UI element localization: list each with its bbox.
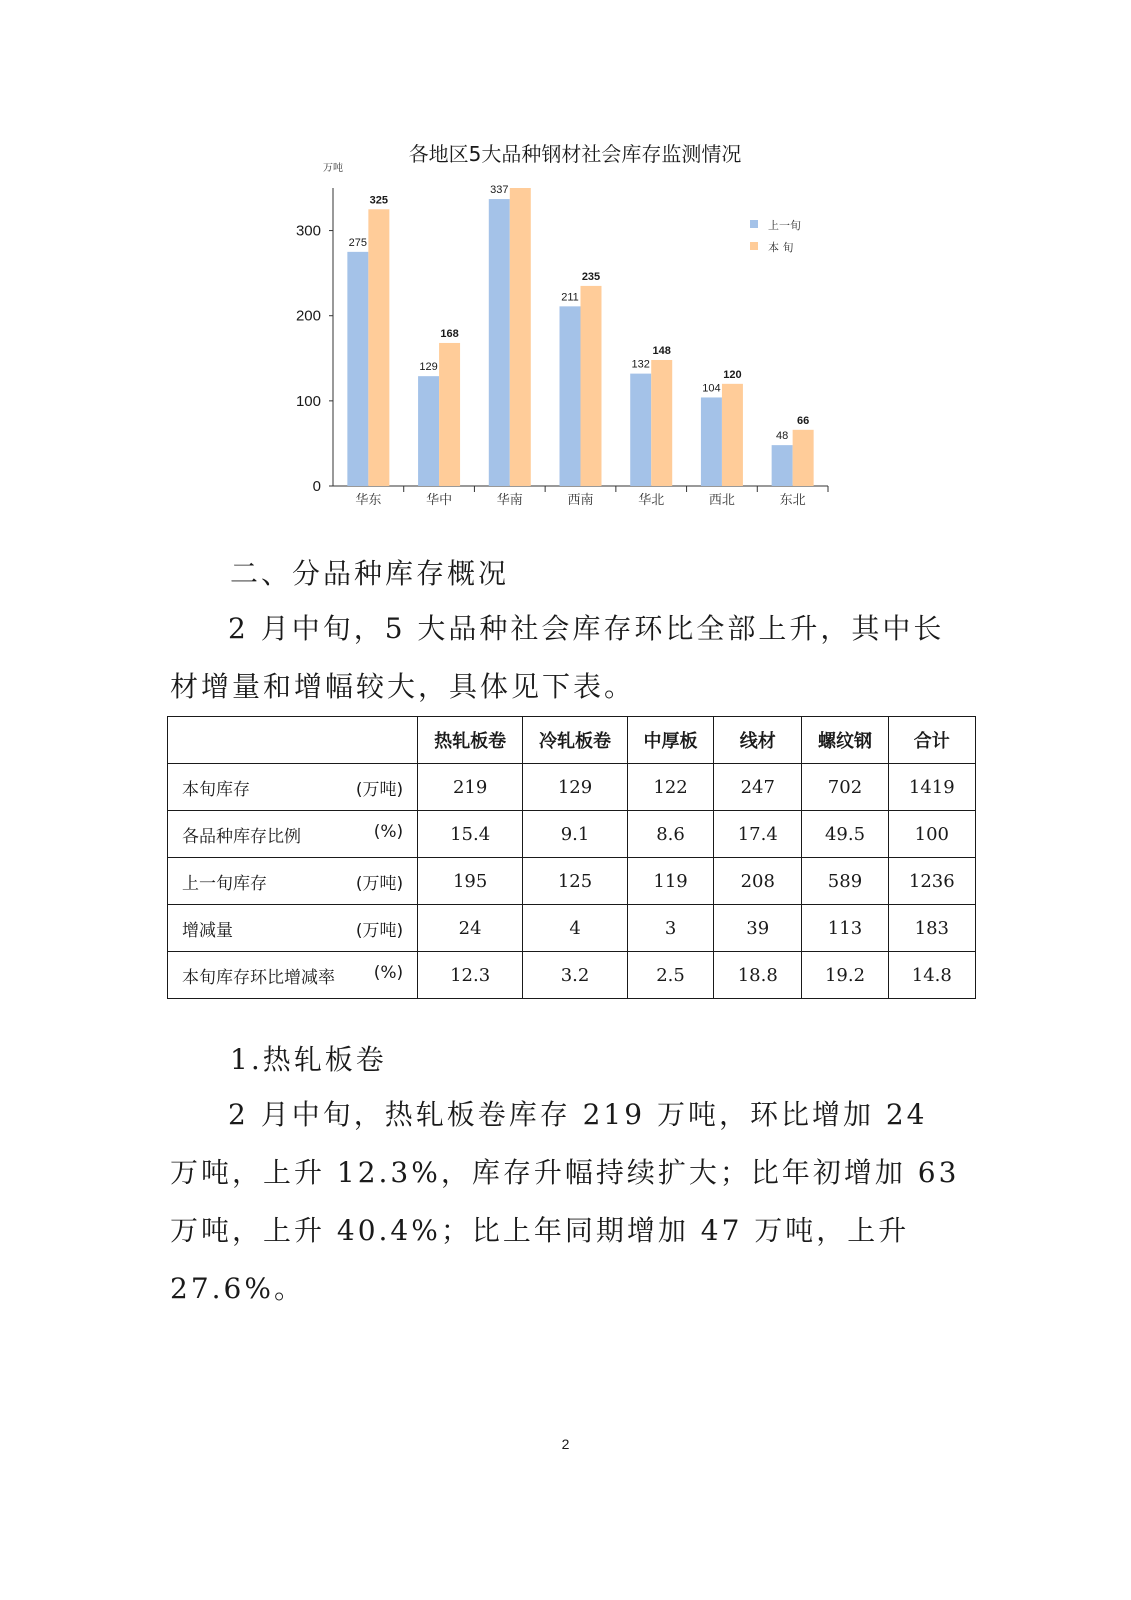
table-cell: 1419 — [888, 764, 975, 811]
bar-current-period — [651, 360, 672, 486]
table-cell: 702 — [802, 764, 888, 811]
row-label: 本旬库存 — [182, 779, 250, 800]
table-cell: 100 — [888, 811, 975, 858]
legend-swatch — [750, 220, 758, 228]
table-cell: 19.2 — [802, 952, 888, 999]
table-corner-cell — [168, 717, 418, 764]
row-unit: (万吨) — [355, 873, 404, 894]
data-label-previous: 275 — [348, 236, 368, 249]
bar-current-period — [439, 343, 460, 486]
x-category-label: 华南 — [496, 493, 523, 508]
table-column-header: 螺纹钢 — [802, 717, 888, 764]
subsection-heading: 1.热轧板卷 — [230, 1043, 387, 1076]
table-cell: 247 — [714, 764, 802, 811]
page-number: 2 — [561, 1436, 570, 1452]
row-unit: (万吨) — [355, 779, 404, 800]
bar-current-period — [368, 209, 389, 486]
table-cell: 3 — [627, 905, 713, 952]
data-label-previous: 129 — [419, 361, 438, 374]
table-cell: 18.8 — [714, 952, 802, 999]
bar-current-period — [722, 384, 743, 486]
bar-previous-period — [418, 376, 439, 486]
table-row — [168, 764, 976, 811]
table-column-header: 线材 — [714, 717, 802, 764]
data-label-previous: 48 — [776, 430, 789, 443]
row-unit: (%) — [373, 821, 404, 842]
table-cell: 39 — [714, 905, 802, 952]
table-cell: 9.1 — [523, 811, 628, 858]
table-cell: 24 — [418, 905, 523, 952]
y-tick-label: 100 — [295, 392, 321, 410]
legend-swatch — [750, 242, 758, 250]
table-cell: 2.5 — [627, 952, 713, 999]
y-tick-label: 300 — [295, 222, 321, 240]
bar-previous-period — [489, 199, 510, 486]
table-row-header — [168, 905, 418, 952]
data-label-current: 235 — [581, 270, 601, 283]
row-unit: (万吨) — [355, 920, 404, 941]
table-cell: 208 — [714, 858, 802, 905]
table-cell: 4 — [523, 905, 628, 952]
legend-label: 上一旬 — [768, 219, 801, 232]
y-tick-label: 0 — [312, 478, 321, 495]
row-label: 本旬库存环比增减率 — [182, 967, 335, 988]
table-cell: 122 — [627, 764, 713, 811]
table-cell: 129 — [523, 764, 628, 811]
table-row — [168, 952, 976, 999]
table-cell: 8.6 — [627, 811, 713, 858]
x-category-label: 东北 — [779, 493, 806, 508]
bar-previous-period — [772, 445, 793, 486]
data-label-current: 120 — [723, 368, 742, 381]
table-cell: 183 — [888, 905, 975, 952]
row-unit: (%) — [373, 962, 404, 983]
section-heading: 二、分品种库存概况 — [230, 557, 510, 590]
table-cell: 17.4 — [714, 811, 802, 858]
bar-previous-period — [630, 374, 651, 486]
table-cell: 113 — [802, 905, 888, 952]
table-cell: 219 — [418, 764, 523, 811]
table-column-header: 热轧板卷 — [418, 717, 523, 764]
table-cell: 125 — [523, 858, 628, 905]
table-row-header — [168, 811, 418, 858]
y-tick-label: 200 — [295, 307, 321, 325]
table-row — [168, 811, 976, 858]
subsection-paragraph: 2 月中旬，热轧板卷库存 219 万吨，环比增加 24 万吨，上升 12.3%，库存升幅持续扩大；比年初增加 63 万吨，上升 40.4%；比上年同期增加 47 万吨，上升 27.6%。 — [170, 1098, 960, 1305]
table-row-header — [168, 952, 418, 999]
table-cell: 15.4 — [418, 811, 523, 858]
bar-previous-period — [347, 252, 368, 486]
x-category-label: 华北 — [638, 493, 665, 508]
table-cell: 119 — [627, 858, 713, 905]
table-cell: 589 — [802, 858, 888, 905]
table-cell: 14.8 — [888, 952, 975, 999]
bar-current-period — [581, 286, 602, 486]
x-category-label: 华东 — [355, 493, 382, 508]
data-label-previous: 132 — [631, 358, 650, 371]
x-category-label: 西北 — [708, 493, 735, 508]
row-label: 上一旬库存 — [182, 873, 267, 894]
chart-svg — [0, 0, 1131, 540]
data-label-current: 148 — [652, 344, 671, 357]
bar-current-period — [510, 188, 531, 486]
table-cell: 195 — [418, 858, 523, 905]
table-row-header — [168, 858, 418, 905]
data-label-previous: 337 — [490, 184, 509, 197]
table-row — [168, 858, 976, 905]
data-label-previous: 104 — [702, 382, 721, 395]
bar-previous-period — [560, 306, 581, 486]
y-axis-unit-label: 万吨 — [323, 163, 343, 174]
chart-title: 各地区5大品种钢材社会库存监测情况 — [408, 142, 742, 166]
bar-previous-period — [701, 397, 722, 486]
stock-by-product-table — [167, 716, 976, 999]
bar-current-period — [793, 430, 814, 486]
data-label-current: 168 — [440, 327, 459, 340]
section-intro-paragraph: 2 月中旬，5 大品种社会库存环比全部上升，其中长材增量和增幅较大，具体见下表。 — [170, 612, 945, 703]
table-cell: 3.2 — [523, 952, 628, 999]
row-label: 各品种库存比例 — [182, 826, 301, 847]
row-label: 增减量 — [182, 920, 233, 941]
table-row-header — [168, 764, 418, 811]
x-category-label: 西南 — [567, 493, 594, 508]
chart-bars — [347, 184, 813, 486]
chart-legend — [750, 218, 801, 254]
table-column-header: 中厚板 — [627, 717, 713, 764]
table-cell: 12.3 — [418, 952, 523, 999]
inventory-bar-chart — [0, 0, 1131, 540]
table-cell: 49.5 — [802, 811, 888, 858]
table-row — [168, 905, 976, 952]
table-column-header: 冷轧板卷 — [523, 717, 628, 764]
data-label-current: 325 — [369, 194, 389, 207]
x-category-label: 华中 — [426, 493, 453, 508]
table-cell: 1236 — [888, 858, 975, 905]
legend-label: 本 旬 — [768, 241, 794, 254]
table-column-header: 合计 — [888, 717, 975, 764]
data-label-previous: 211 — [561, 291, 579, 304]
data-label-current: 66 — [797, 414, 810, 427]
table-header-row — [168, 717, 976, 764]
